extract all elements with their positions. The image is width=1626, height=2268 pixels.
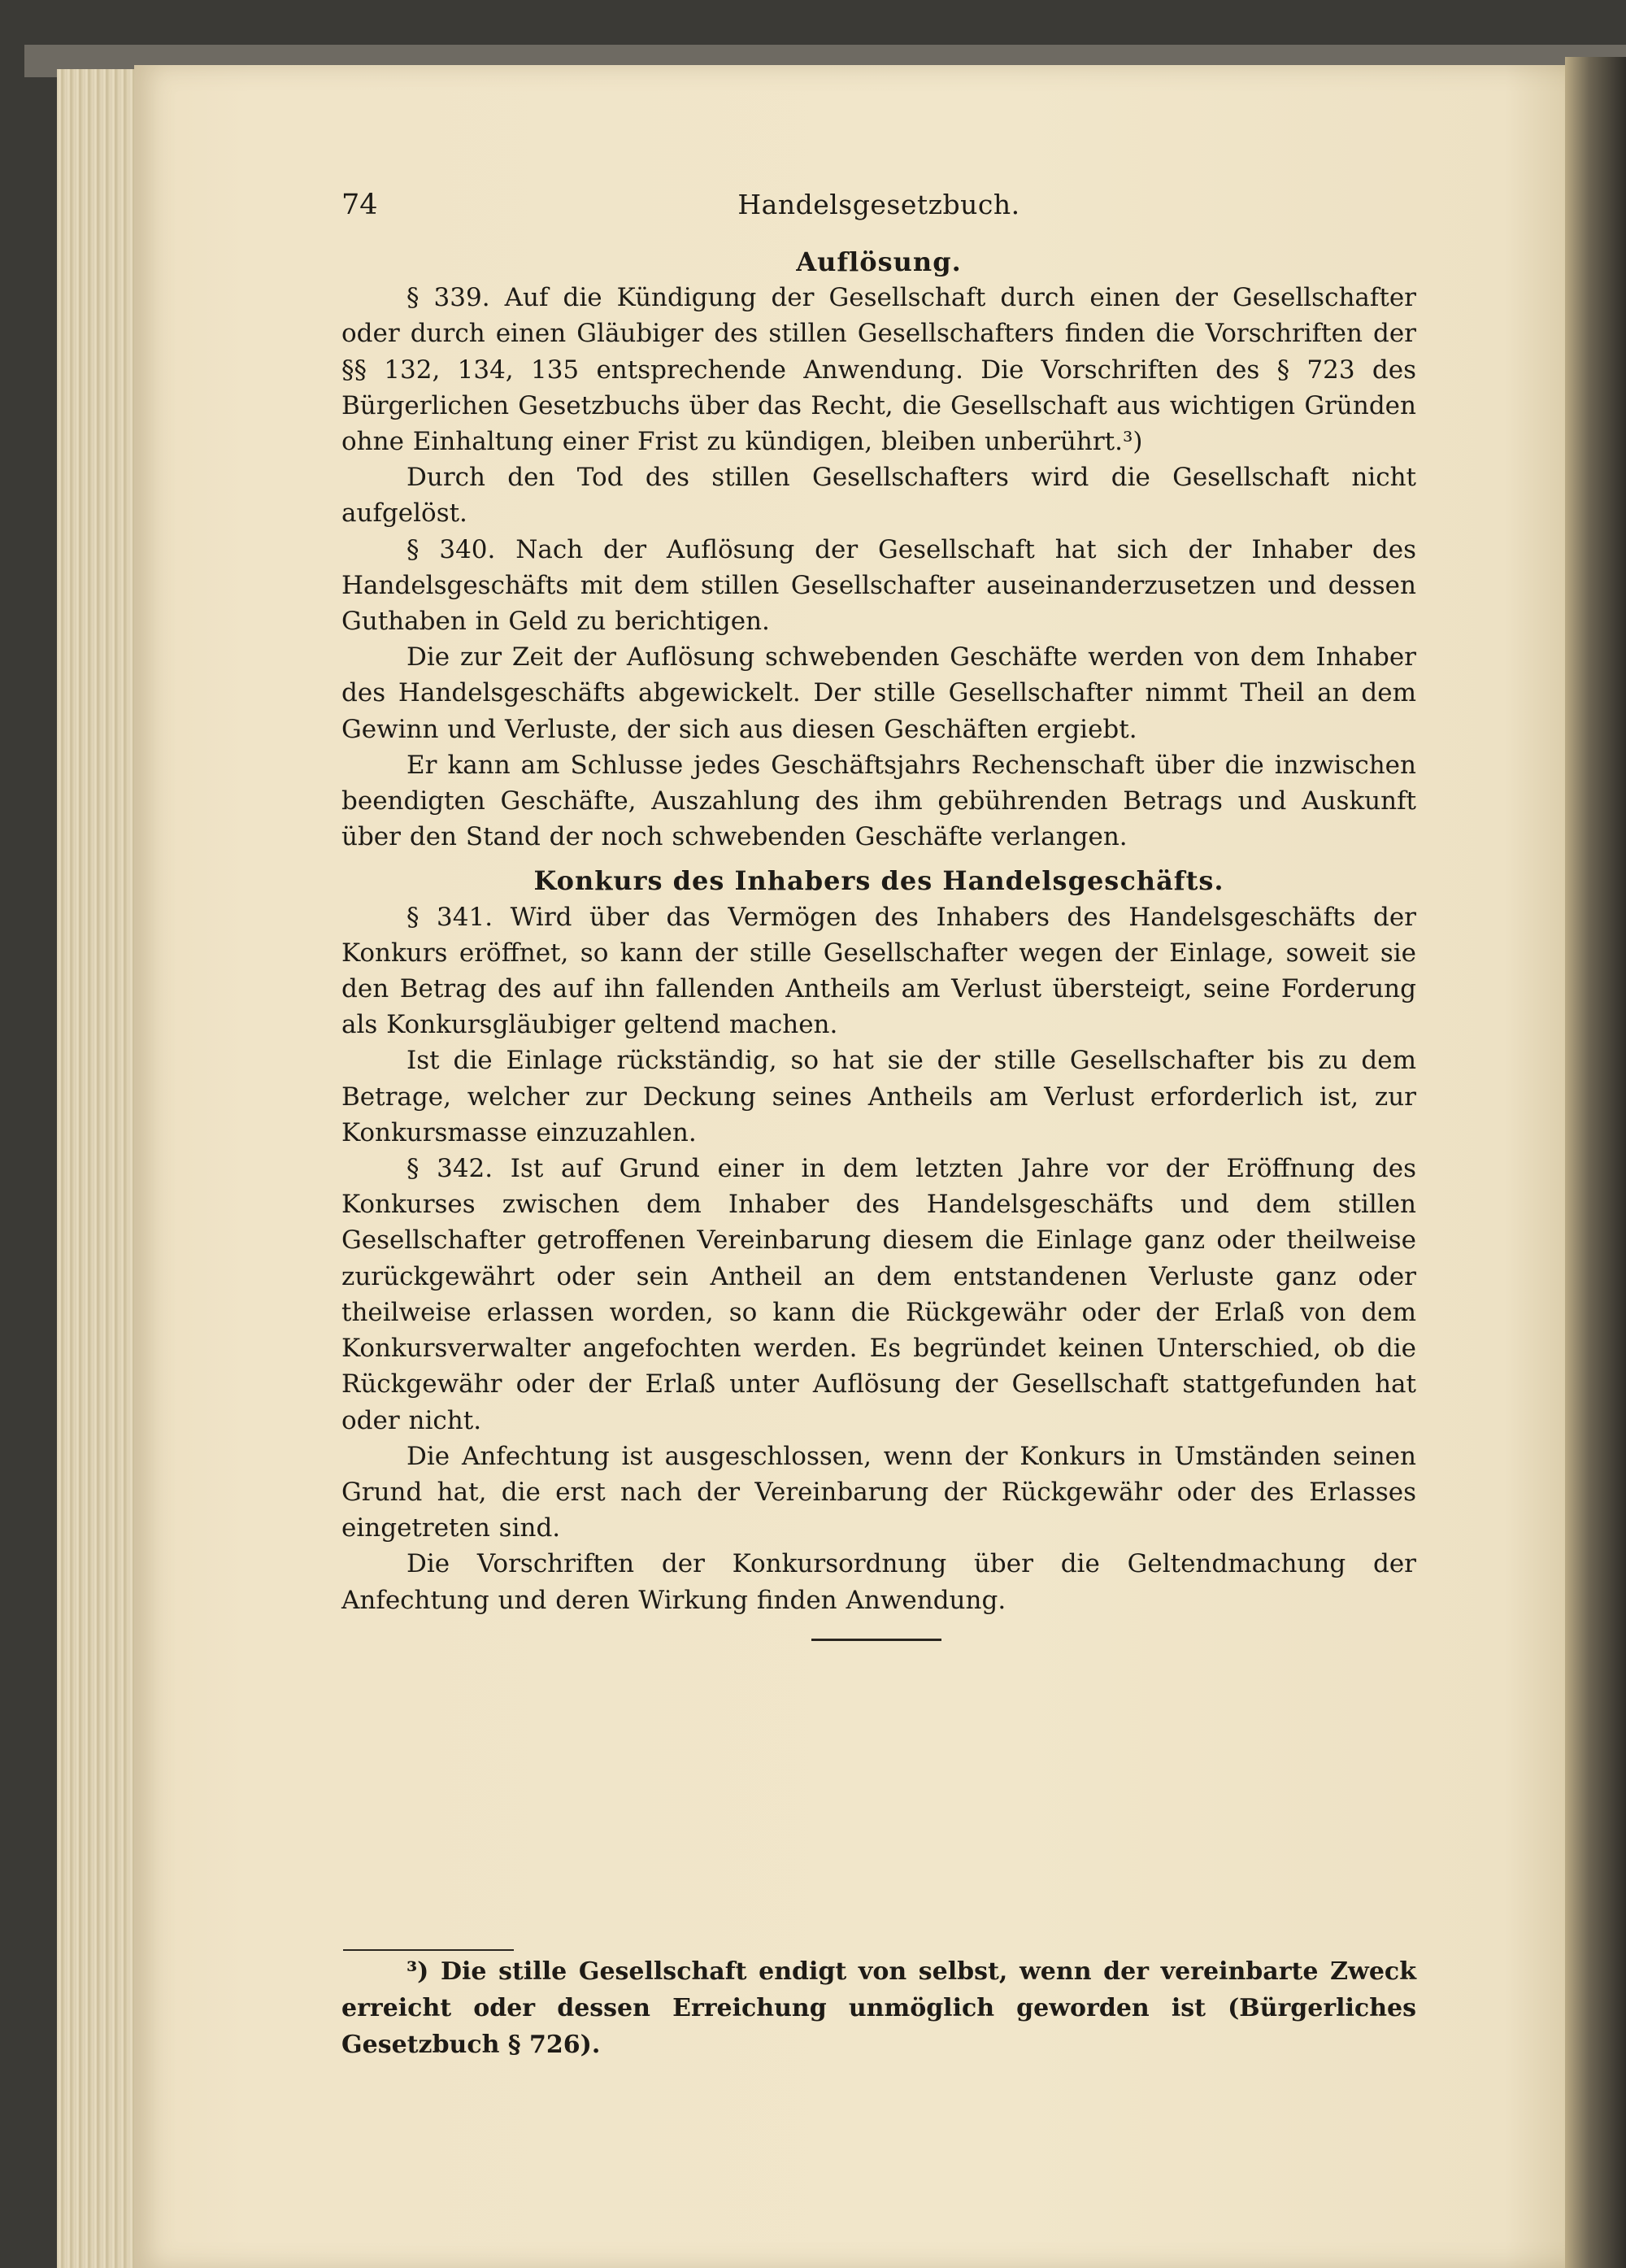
section-separator-rule: [811, 1639, 941, 1641]
footnote-text: Die stille Gesellschaft endigt von selbst, wenn der vereinbarte Zweck erreicht oder dessen Erreichung unmöglich geworden ist (Bürgerliches Gesetzbuch § 726).: [341, 1957, 1416, 2059]
page-number: 74: [341, 189, 378, 221]
paragraph-339: § 339. Auf die Kündigung der Gesellschaft durch einen der Gesellschafter oder durch einen Gläubiger des stillen Gesellschafters finden die Vorschriften der §§ 132, 134, 135 entsprechende Anwendung. Die Vorschriften des § 723 des Bürgerlichen Gesetzbuchs über das Recht, die Gesellschaft aus wichtigen Gründen ohne Einhaltung einer Frist zu kündigen, bleiben unberührt.³): [341, 283, 1416, 457]
page-content: [341, 187, 1416, 1618]
paragraph-342-rules: Die Vorschriften der Konkursordnung über die Geltendmachung der Anfechtung und deren Wirkung finden Anwendung.: [341, 1549, 1416, 1615]
page-header: [341, 187, 1416, 224]
book-gutter: [1565, 57, 1626, 2268]
section-heading-konkurs: Konkurs des Inhabers des Handelsgeschäfts.: [533, 865, 1224, 897]
section-heading-aufloesung: Auflösung.: [796, 246, 962, 277]
footnote-rule: [343, 1949, 514, 1951]
running-title: Handelsgesetzbuch.: [737, 189, 1020, 220]
paragraph-341: § 341. Wird über das Vermögen des Inhabers des Handelsgeschäfts der Konkurs eröffnet, so kann der stille Gesellschafter wegen der Einlage, soweit sie den Betrag des auf ihn fallenden Antheils am Verlust übersteigt, seine Forderung als Konkursgläubiger geltend machen.: [341, 902, 1416, 1040]
paragraph-341-arrears: Ist die Einlage rückständig, so hat sie der stille Gesellschafter bis zu dem Betrage, welcher zur Deckung seines Antheils am Verlust erforderlich ist, zur Konkursmasse einzuzahlen.: [341, 1046, 1416, 1147]
paragraph-340: § 340. Nach der Auflösung der Gesellschaft hat sich der Inhaber des Handelsgeschäfts mit dem stillen Gesellschafter auseinanderzusetzen und dessen Guthaben in Geld zu berichtigen.: [341, 534, 1416, 637]
paragraph-340-pending: Die zur Zeit der Auflösung schwebenden Geschäfte werden von dem Inhaber des Handelsgeschäfts abgewickelt. Der stille Gesellschafter nimmt Theil an dem Gewinn und Verluste, der sich aus diesen Geschäften ergiebt.: [341, 642, 1416, 744]
paragraph-342-exclusion: Die Anfechtung ist ausgeschlossen, wenn der Konkurs in Umständen seinen Grund hat, die erst nach der Vereinbarung der Rückgewähr oder des Erlasses eingetreten sind.: [341, 1441, 1416, 1543]
footnote: [341, 1953, 1416, 2063]
paragraph-339-death: Durch den Tod des stillen Gesellschafters wird die Gesellschaft nicht aufgelöst.: [341, 463, 1416, 529]
paragraph-340-accounting: Er kann am Schlusse jedes Geschäftsjahrs Rechenschaft über die inzwischen beendigten Geschäfte, Auszahlung des ihm gebührenden Betrags und Auskunft über den Stand der noch schwebenden Geschäfte verlangen.: [341, 750, 1416, 852]
footnote-marker: ³): [406, 1957, 429, 1986]
paragraph-342: § 342. Ist auf Grund einer in dem letzten Jahre vor der Eröffnung des Konkurses zwischen dem Inhaber des Handelsgeschäfts und dem stillen Gesellschafter getroffenen Vereinbarung diesem die Einlage ganz oder theilweise zurückgewährt oder sein Antheil an dem entstandenen Verluste ganz oder theilweise erlassen worden, so kann die Rückgewähr oder der Erlaß von dem Konkursverwalter angefochten werden. Es begründet keinen Unterschied, ob die Rückgewähr oder der Erlaß unter Auflösung der Gesellschaft stattgefunden hat oder nicht.: [341, 1154, 1416, 1435]
